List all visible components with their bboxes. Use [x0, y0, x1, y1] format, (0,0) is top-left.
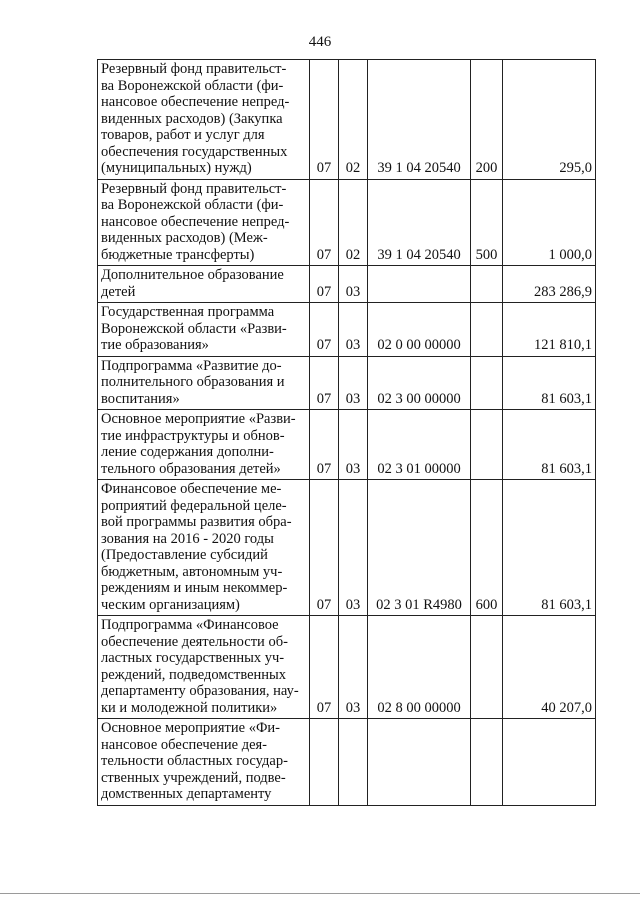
cell-csr: 02 3 01 00000: [368, 410, 471, 480]
cell-csr: 02 0 00 00000: [368, 303, 471, 357]
cell-name: Дополнительное образование детей: [98, 266, 310, 303]
table-row: [98, 303, 596, 357]
cell-rz: 07: [310, 266, 339, 303]
cell-sum: 295,0: [503, 60, 596, 180]
cell-pr: 03: [339, 356, 368, 410]
bottom-scan-line: [0, 893, 640, 894]
table-row: [98, 179, 596, 266]
cell-vr: 600: [471, 480, 503, 616]
cell-pr: 03: [339, 266, 368, 303]
cell-csr: [368, 719, 471, 806]
cell-vr: [471, 616, 503, 719]
cell-vr: [471, 719, 503, 806]
cell-sum: 81 603,1: [503, 356, 596, 410]
table-row: [98, 719, 596, 806]
cell-name: Резервный фонд правительст- ва Воронежской области (фи- нансовое обеспечение непред- виденных расходов) (Закупка товаров, работ и услуг для обеспечения государственных (муниципальных) нужд): [98, 60, 310, 180]
cell-name: Резервный фонд правительст- ва Воронежской области (фи- нансовое обеспечение непред- виденных расходов) (Меж- бюджетные трансферты): [98, 179, 310, 266]
cell-pr: 02: [339, 60, 368, 180]
cell-sum: 283 286,9: [503, 266, 596, 303]
table-row: [98, 616, 596, 719]
cell-rz: 07: [310, 60, 339, 180]
cell-name: Основное мероприятие «Разви- тие инфраструктуры и обнов- ление содержания дополни- тельного образования детей»: [98, 410, 310, 480]
table-row: [98, 60, 596, 180]
cell-csr: 02 3 00 00000: [368, 356, 471, 410]
cell-sum: 1 000,0: [503, 179, 596, 266]
cell-pr: 03: [339, 480, 368, 616]
cell-pr: [339, 719, 368, 806]
table-row: [98, 410, 596, 480]
cell-vr: 500: [471, 179, 503, 266]
cell-sum: 81 603,1: [503, 480, 596, 616]
table-row: [98, 266, 596, 303]
cell-rz: 07: [310, 410, 339, 480]
cell-rz: 07: [310, 303, 339, 357]
budget-table-body: [98, 60, 596, 806]
cell-sum: 121 810,1: [503, 303, 596, 357]
cell-rz: 07: [310, 356, 339, 410]
page-number: 446: [308, 34, 332, 50]
cell-sum: 40 207,0: [503, 616, 596, 719]
cell-sum: [503, 719, 596, 806]
cell-pr: 03: [339, 303, 368, 357]
table-row: [98, 480, 596, 616]
cell-vr: 200: [471, 60, 503, 180]
cell-pr: 03: [339, 410, 368, 480]
cell-vr: [471, 266, 503, 303]
cell-pr: 02: [339, 179, 368, 266]
cell-rz: 07: [310, 616, 339, 719]
cell-name: Государственная программа Воронежской области «Разви- тие образования»: [98, 303, 310, 357]
cell-sum: 81 603,1: [503, 410, 596, 480]
cell-name: Основное мероприятие «Фи- нансовое обеспечение дея- тельности областных государ- ственных учреждений, подве- домственных департаменту: [98, 719, 310, 806]
cell-rz: 07: [310, 179, 339, 266]
cell-rz: [310, 719, 339, 806]
cell-vr: [471, 356, 503, 410]
cell-name: Подпрограмма «Развитие до- полнительного образования и воспитания»: [98, 356, 310, 410]
cell-pr: 03: [339, 616, 368, 719]
cell-csr: 39 1 04 20540: [368, 179, 471, 266]
cell-csr: 02 8 00 00000: [368, 616, 471, 719]
cell-name: Финансовое обеспечение ме- роприятий федеральной целе- вой программы развития обра- зования на 2016 - 2020 годы (Предоставление субсидий бюджетным, автономным уч- реждениям и иным некоммер- ческим организациям): [98, 480, 310, 616]
cell-csr: 02 3 01 R4980: [368, 480, 471, 616]
cell-vr: [471, 303, 503, 357]
budget-table: [97, 59, 596, 806]
cell-name: Подпрограмма «Финансовое обеспечение деятельности об- ластных государственных уч- реждений, подведомственных департаменту образования, нау- ки и молодежной политики»: [98, 616, 310, 719]
cell-csr: [368, 266, 471, 303]
cell-vr: [471, 410, 503, 480]
table-row: [98, 356, 596, 410]
cell-rz: 07: [310, 480, 339, 616]
cell-csr: 39 1 04 20540: [368, 60, 471, 180]
